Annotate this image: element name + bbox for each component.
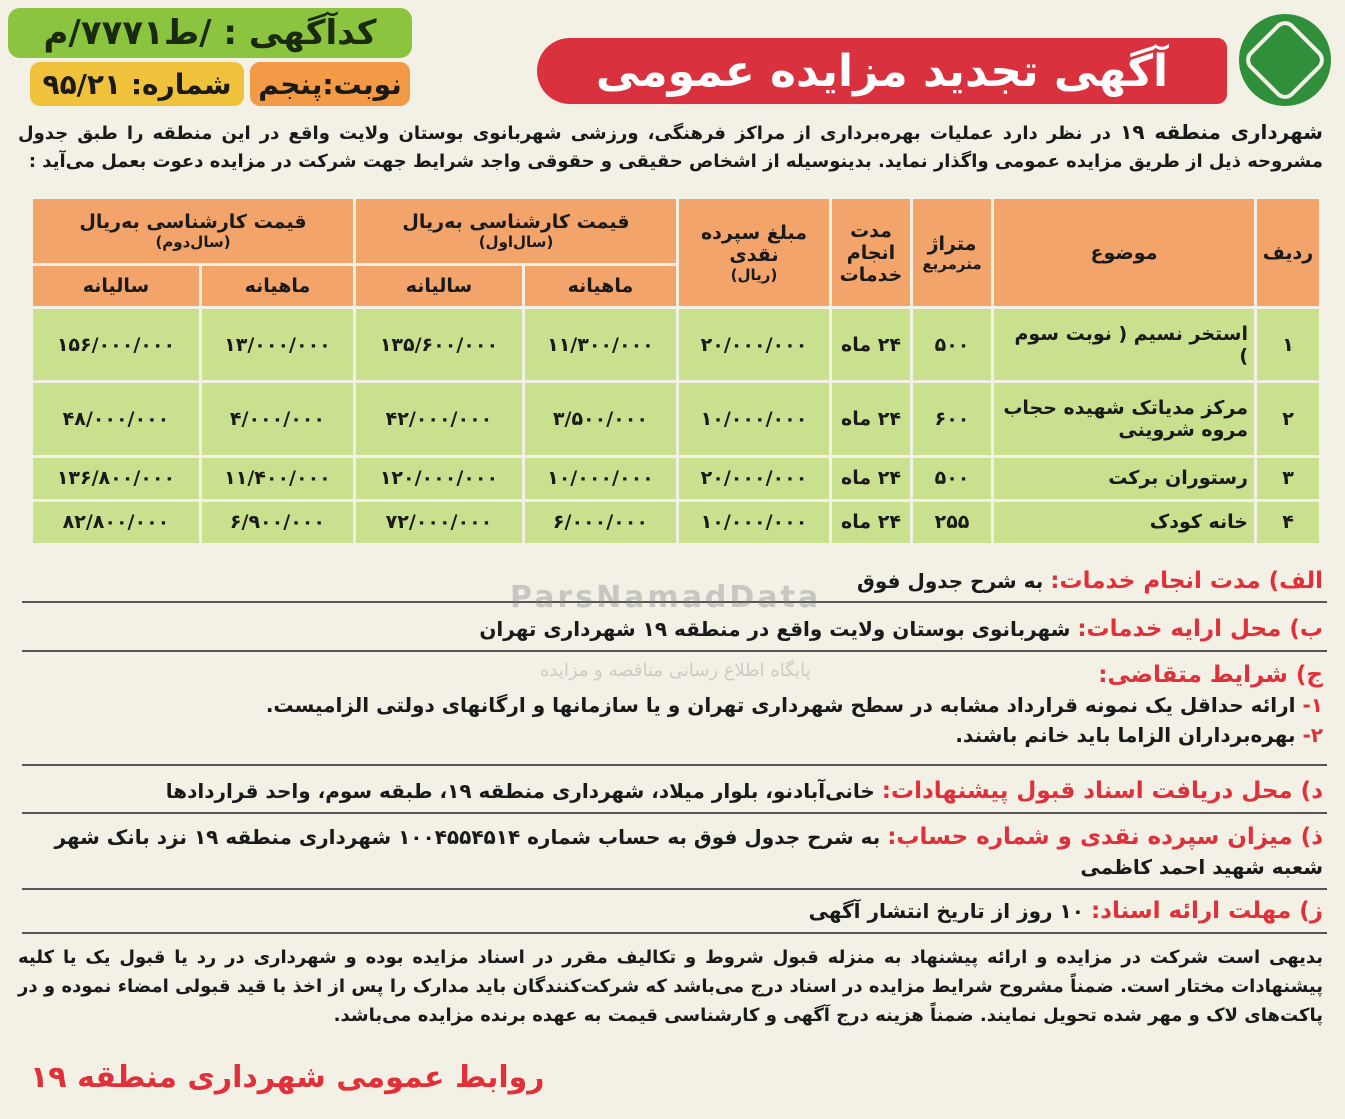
divider [22, 888, 1327, 890]
header-year1-label: قیمت کارشناسی به‌ریال [402, 211, 630, 233]
condition-2-number: ۲- [1302, 723, 1323, 747]
cell-year2-yearly: ۸۲/۸۰۰/۰۰۰ [33, 502, 199, 543]
cell-area: ۶۰۰ [913, 383, 991, 454]
divider [22, 932, 1327, 934]
section-e-text: به شرح جدول فوق به حساب شماره ۱۰۰۴۵۵۴۵۱۴ شهرداری منطقه ۱۹ نزد بانک شهر شعبه شهید احمد کاظمی [54, 825, 1323, 879]
header-year2-sub: (سال‌دوم) [155, 233, 231, 251]
cell-duration: ۲۴ ماه [832, 309, 910, 380]
section-b [18, 614, 1323, 644]
section-d [18, 776, 1323, 806]
terms-paragraph: بدیهی است شرکت در مزایده و ارائه پیشنهاد به منزله قبول شروط و تکالیف مقرر در اسناد مزایده بوده و شهرداری در رد یا قبول یک یا کلیه پیشنهادات مختار است. ضمناً مشروح شرایط مزایده در اسناد درج می‌باشد که شرکت‌کنندگان باید مدارک را پس از اخذ با قید قبولی امضاء نموده و در پاکت‌های لاک و مهر شده تحویل نمایند. ضمناً هزینه درج آگهی و کارشناسی قیمت به عهده برنده مزایده می‌باشد. [18, 947, 1323, 1026]
cell-row-number: ۲ [1257, 383, 1319, 454]
cell-subject: رستوران برکت [994, 458, 1254, 499]
cell-area: ۲۵۵ [913, 502, 991, 543]
intro-paragraph [18, 118, 1323, 176]
section-e-label: ذ) میزان سپرده نقدی و شماره حساب: [887, 824, 1323, 850]
header-subject: موضوع [994, 199, 1254, 306]
header-year1 [356, 199, 676, 263]
cell-year1-yearly: ۷۲/۰۰۰/۰۰۰ [356, 502, 522, 543]
header-year2-label: قیمت کارشناسی به‌ریال [79, 211, 307, 233]
cell-duration: ۲۴ ماه [832, 502, 910, 543]
section-f [18, 896, 1323, 926]
cell-duration: ۲۴ ماه [832, 383, 910, 454]
logo-emblem-icon [1241, 16, 1329, 104]
number-badge: شماره: ۹۵/۲۱ [30, 62, 244, 106]
cell-year1-yearly: ۱۲۰/۰۰۰/۰۰۰ [356, 458, 522, 499]
round-badge: نوبت:پنجم [250, 62, 410, 106]
cell-year2-monthly: ۴/۰۰۰/۰۰۰ [202, 383, 353, 454]
section-b-text: شهربانوی بوستان ولایت واقع در منطقه ۱۹ شهرداری تهران [479, 617, 1078, 641]
cell-year2-monthly: ۱۱/۴۰۰/۰۰۰ [202, 458, 353, 499]
section-a-text: به شرح جدول فوق [856, 569, 1051, 593]
divider [22, 812, 1327, 814]
cell-year2-monthly: ۶/۹۰۰/۰۰۰ [202, 502, 353, 543]
intro-text: در نظر دارد عملیات بهره‌برداری از مراکز فرهنگی، ورزشی شهربانوی بوستان ولایت واقع در این منطقه را طبق جدول مشروحه ذیل از طریق مزایده عمومی واگذار نماید. بدینوسیله از اشخاص حقیقی و حقوقی واجد شرایط جهت شرکت در مزایده دعوت بعمل می‌آید : [18, 123, 1323, 172]
condition-2-text: بهره‌برداران الزاما باید خانم باشند. [955, 723, 1303, 747]
condition-1 [18, 690, 1323, 720]
header-deposit-unit: (ریال) [730, 265, 778, 284]
table-row [33, 458, 1319, 499]
cell-area: ۵۰۰ [913, 458, 991, 499]
header-year2 [33, 199, 353, 263]
header-area-label: متراژ [927, 232, 977, 255]
divider [22, 650, 1327, 652]
auction-table [30, 196, 1322, 546]
cell-area: ۵۰۰ [913, 309, 991, 380]
cell-deposit: ۲۰/۰۰۰/۰۰۰ [679, 458, 829, 499]
cell-subject: مرکز مدیاتک شهیده حجاب مروه شروینی [994, 383, 1254, 454]
header-year2-monthly: ماهیانه [202, 266, 353, 306]
cell-deposit: ۲۰/۰۰۰/۰۰۰ [679, 309, 829, 380]
condition-1-text: ارائه حداقل یک نمونه قرارداد مشابه در سطح شهرداری تهران و یا سازمانها و ارگانهای دولتی الزامیست. [265, 693, 1303, 717]
cell-year1-monthly: ۱۱/۳۰۰/۰۰۰ [525, 309, 676, 380]
cell-subject: استخر نسیم ( نوبت سوم ) [994, 309, 1254, 380]
header-year1-sub: (سال‌اول) [478, 233, 554, 251]
cell-row-number: ۴ [1257, 502, 1319, 543]
header-duration: مدت انجام خدمات [832, 199, 910, 306]
section-d-text: خانی‌آبادنو، بلوار میلاد، شهرداری منطقه ۱۹، طبقه سوم، واحد قراردادها [165, 779, 882, 803]
cell-year1-yearly: ۴۲/۰۰۰/۰۰۰ [356, 383, 522, 454]
section-f-label: ز) مهلت ارائه اسناد: [1090, 898, 1323, 924]
header-row-number: ردیف [1257, 199, 1319, 306]
header-area-unit: مترمربع [922, 254, 982, 273]
watermark: ParsNamadData [510, 580, 822, 615]
table-row [33, 383, 1319, 454]
cell-row-number: ۱ [1257, 309, 1319, 380]
cell-duration: ۲۴ ماه [832, 458, 910, 499]
cell-subject: خانه کودک [994, 502, 1254, 543]
table-header-row [33, 199, 1319, 263]
table-row [33, 502, 1319, 543]
section-c-label: ج) شرایط متقاضی: [1098, 662, 1323, 688]
cell-year2-yearly: ۴۸/۰۰۰/۰۰۰ [33, 383, 199, 454]
header-deposit [679, 199, 829, 306]
cell-year1-monthly: ۱۰/۰۰۰/۰۰۰ [525, 458, 676, 499]
section-e [18, 822, 1323, 882]
condition-2 [18, 720, 1323, 750]
footer-signature: روابط عمومی شهرداری منطقه ۱۹ [30, 1060, 545, 1095]
cell-year1-monthly: ۳/۵۰۰/۰۰۰ [525, 383, 676, 454]
header-year1-yearly: سالیانه [356, 266, 522, 306]
cell-year2-yearly: ۱۵۶/۰۰۰/۰۰۰ [33, 309, 199, 380]
cell-row-number: ۳ [1257, 458, 1319, 499]
municipality-logo [1239, 14, 1331, 106]
cell-year1-yearly: ۱۳۵/۶۰۰/۰۰۰ [356, 309, 522, 380]
section-f-text: ۱۰ روز از تاریخ انتشار آگهی [808, 899, 1091, 923]
ad-code: کدآگهی : /ط۷۷۷۱/م [8, 8, 412, 58]
cell-deposit: ۱۰/۰۰۰/۰۰۰ [679, 502, 829, 543]
header-year2-yearly: سالیانه [33, 266, 199, 306]
section-a-label: الف) مدت انجام خدمات: [1050, 568, 1323, 594]
cell-year2-yearly: ۱۳۶/۸۰۰/۰۰۰ [33, 458, 199, 499]
intro-lead: شهرداری منطقه ۱۹ [1120, 120, 1323, 144]
header-deposit-label: مبلغ سپرده نقدی [700, 221, 808, 266]
section-d-label: د) محل دریافت اسناد قبول پیشنهادات: [881, 778, 1323, 804]
condition-1-number: ۱- [1302, 693, 1323, 717]
cell-year2-monthly: ۱۳/۰۰۰/۰۰۰ [202, 309, 353, 380]
watermark-subtitle: پایگاه اطلاع رسانی مناقصه و مزایده [540, 660, 811, 681]
header-year1-monthly: ماهیانه [525, 266, 676, 306]
divider [22, 764, 1327, 766]
header-area [913, 199, 991, 306]
page-title: آگهی تجدید مزایده عمومی [537, 38, 1227, 104]
cell-deposit: ۱۰/۰۰۰/۰۰۰ [679, 383, 829, 454]
table-row [33, 309, 1319, 380]
section-b-label: ب) محل ارایه خدمات: [1077, 616, 1323, 642]
cell-year1-monthly: ۶/۰۰۰/۰۰۰ [525, 502, 676, 543]
